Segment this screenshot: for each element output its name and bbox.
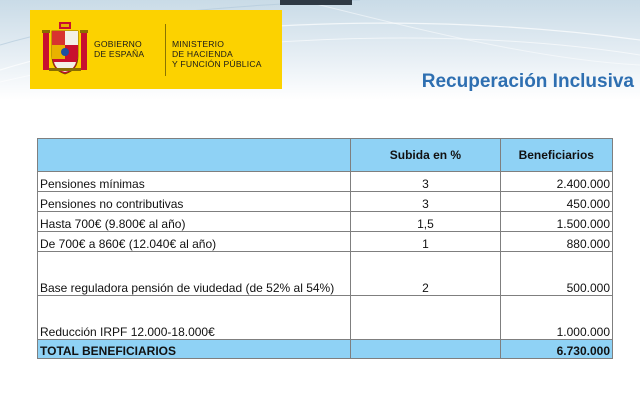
table-header-row — [38, 139, 613, 172]
row-concept: Pensiones no contributivas — [38, 192, 351, 212]
row-subida: 3 — [351, 172, 500, 192]
row-concept: Hasta 700€ (9.800€ al año) — [38, 212, 351, 232]
row-beneficiarios: 880.000 — [500, 232, 612, 252]
gobierno-text: GOBIERNO DE ESPAÑA — [94, 39, 145, 59]
row-subida: 1 — [351, 232, 500, 252]
row-subida: 3 — [351, 192, 500, 212]
row-concept: De 700€ a 860€ (12.040€ al año) — [38, 232, 351, 252]
row-beneficiarios: 500.000 — [500, 252, 612, 296]
header-concept — [38, 139, 351, 172]
beneficiaries-table — [37, 138, 613, 359]
slide-title: Recuperación Inclusiva — [421, 71, 634, 92]
header-subida: Subida en % — [351, 139, 500, 172]
row-concept: Pensiones mínimas — [38, 172, 351, 192]
total-subida — [351, 340, 500, 359]
row-concept: Reducción IRPF 12.000-18.000€ — [38, 296, 351, 340]
ministerio-text: MINISTERIO DE HACIENDA Y FUNCIÓN PÚBLICA — [172, 39, 262, 69]
total-beneficiarios: 6.730.000 — [500, 340, 612, 359]
table-row — [38, 212, 613, 232]
header-beneficiarios: Beneficiarios — [500, 139, 612, 172]
government-logo — [30, 10, 282, 89]
table-row — [38, 296, 613, 340]
total-concept: TOTAL BENEFICIARIOS — [38, 340, 351, 359]
table-row — [38, 232, 613, 252]
table-row — [38, 252, 613, 296]
row-beneficiarios: 2.400.000 — [500, 172, 612, 192]
top-notch — [280, 0, 352, 5]
row-concept: Base reguladora pensión de viudedad (de 52% al 54%) — [38, 252, 351, 296]
row-beneficiarios: 450.000 — [500, 192, 612, 212]
table-row — [38, 172, 613, 192]
row-beneficiarios: 1.000.000 — [500, 296, 612, 340]
row-subida — [351, 296, 500, 340]
row-subida: 1,5 — [351, 212, 500, 232]
logo-divider — [165, 24, 166, 76]
row-beneficiarios: 1.500.000 — [500, 212, 612, 232]
coat-of-arms-icon — [41, 22, 89, 78]
row-subida: 2 — [351, 252, 500, 296]
table-total-row — [38, 340, 613, 359]
table-row — [38, 192, 613, 212]
